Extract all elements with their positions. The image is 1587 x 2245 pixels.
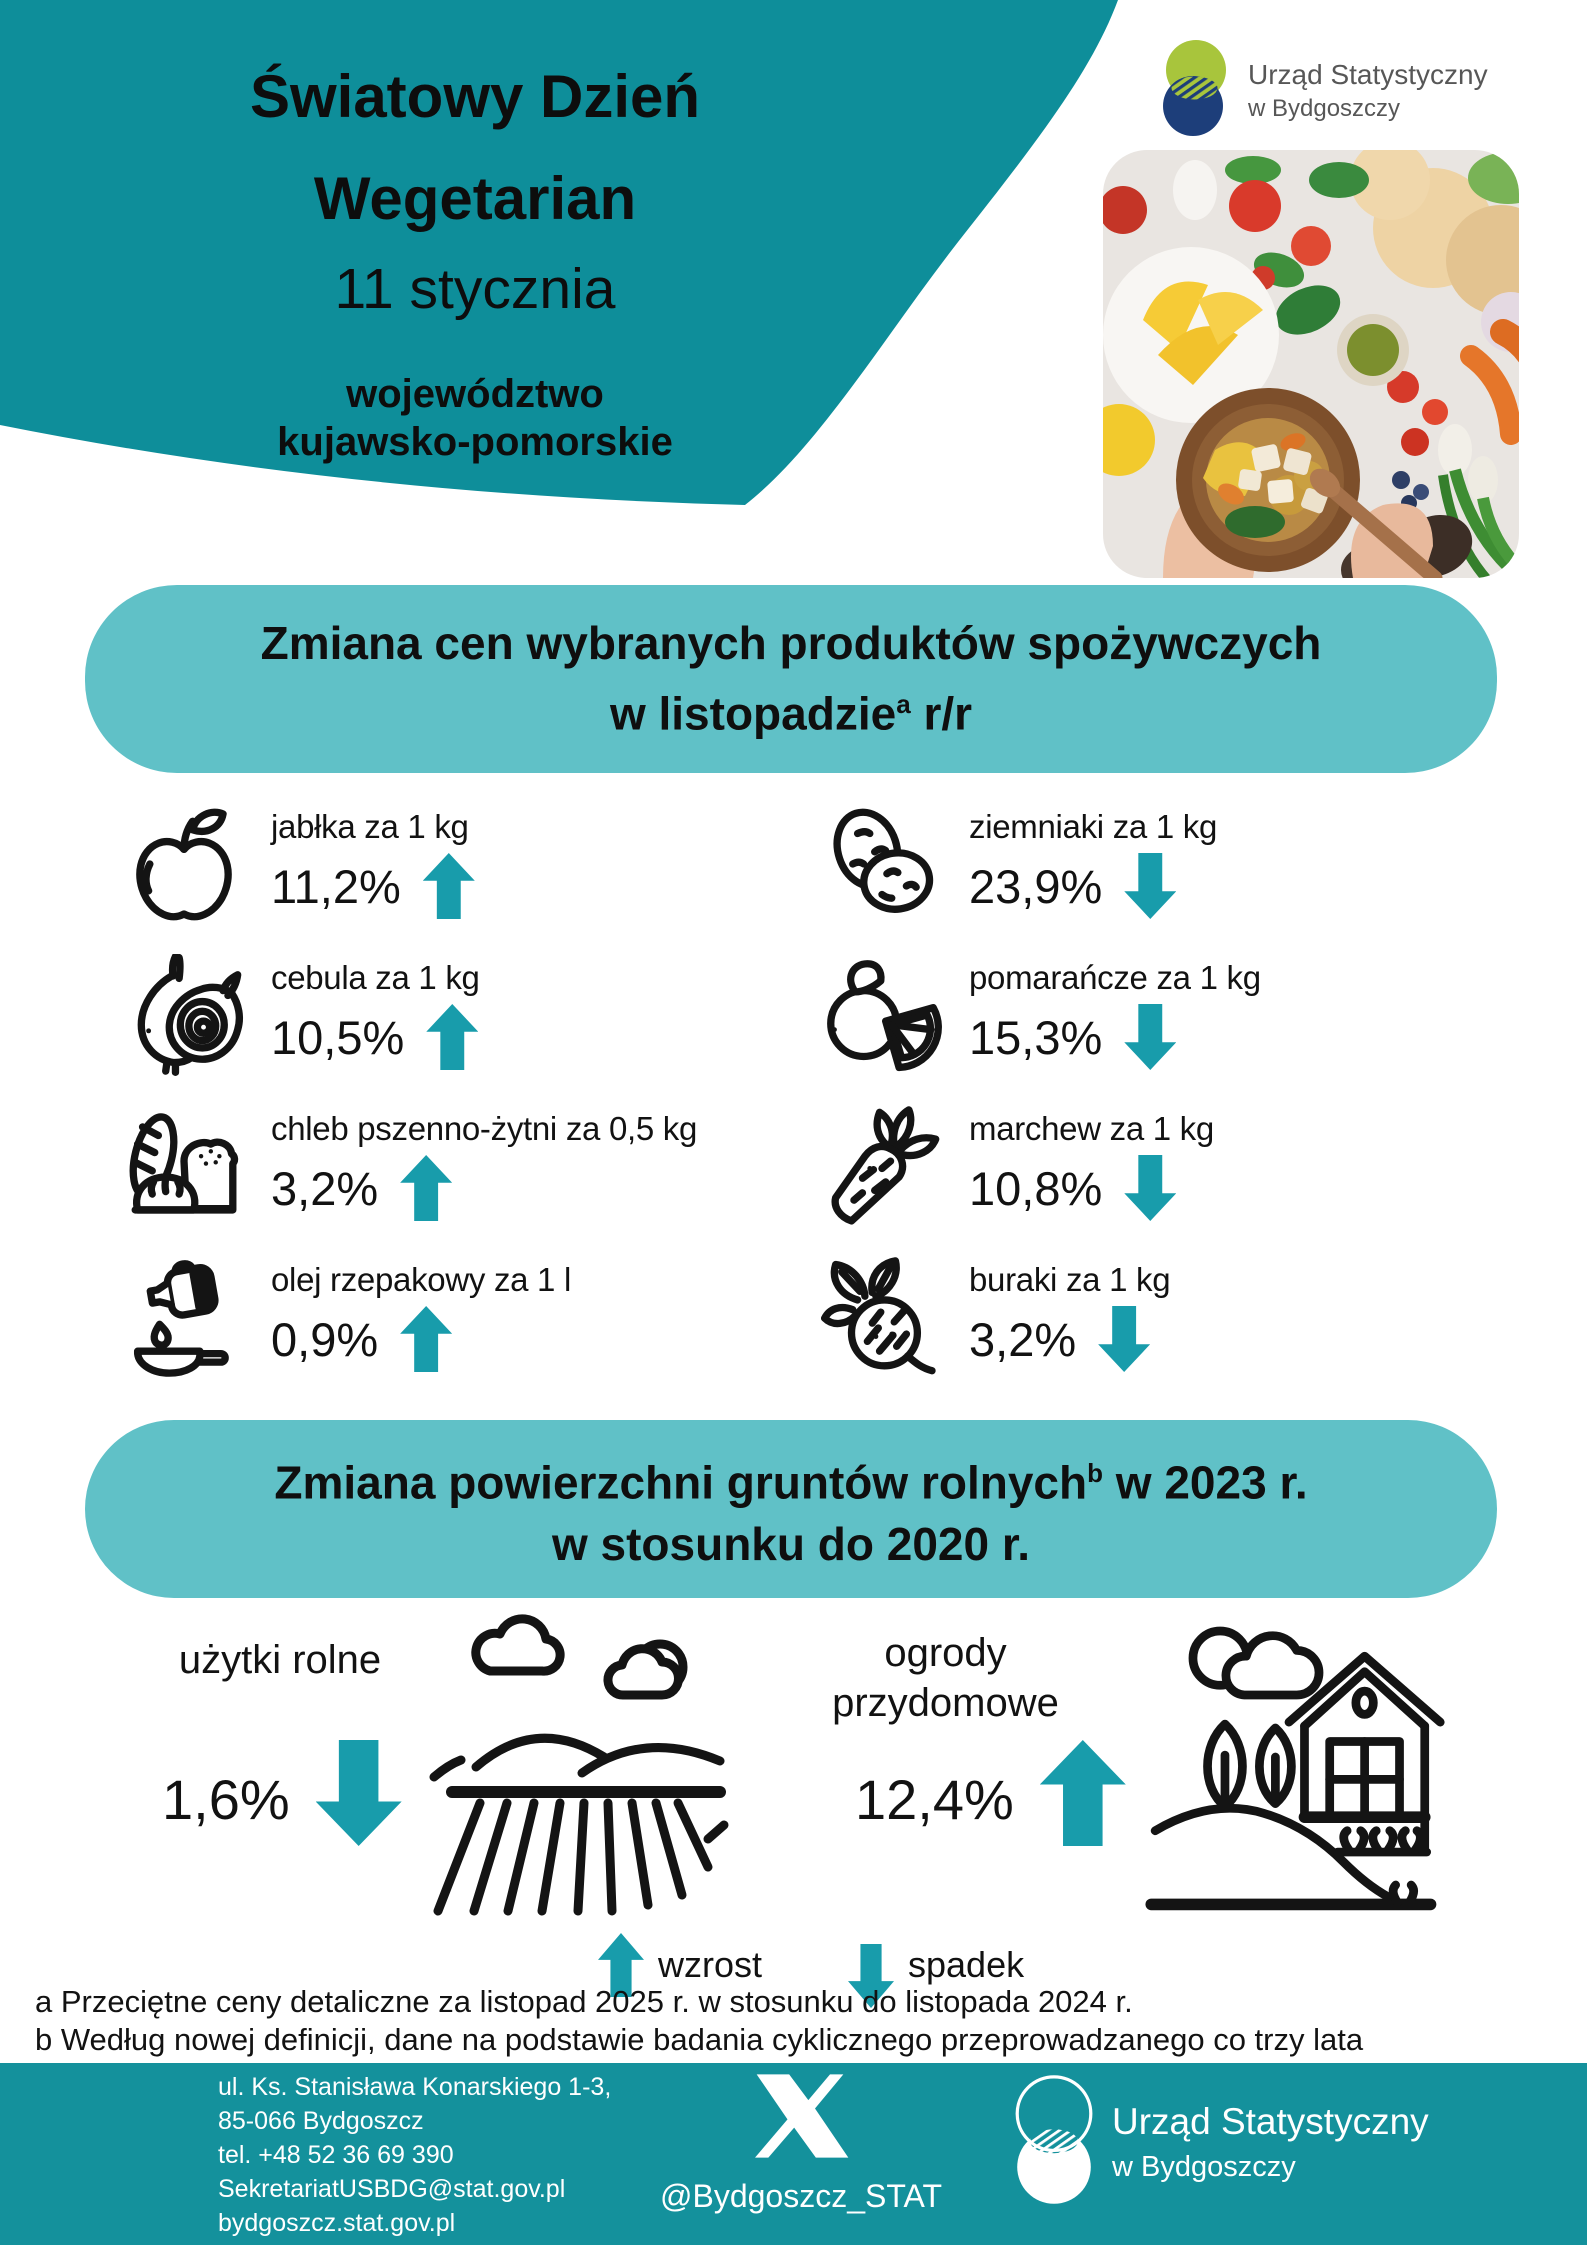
carrot-icon — [821, 1105, 943, 1227]
footer-org — [1112, 2101, 1429, 2184]
up-arrow-icon — [423, 853, 475, 919]
down-arrow-icon — [1098, 1306, 1150, 1372]
price-item-label: marchew za 1 kg — [969, 1110, 1214, 1147]
price-item-label: pomarańcze za 1 kg — [969, 959, 1261, 996]
footnote-marker-a: a — [896, 689, 911, 720]
prices-title-line1: Zmiana cen wybranych produktów spożywczych — [260, 617, 1322, 670]
price-item-label: jabłka za 1 kg — [271, 808, 469, 845]
down-arrow-icon — [1124, 1004, 1176, 1070]
price-item-label: buraki za 1 kg — [969, 1261, 1171, 1298]
address-phone: tel. +48 52 36 69 390 — [218, 2141, 454, 2169]
section-title-prices — [85, 585, 1497, 773]
footer-org-line2: w Bydgoszczy — [1112, 2151, 1296, 2183]
orange-icon — [821, 954, 943, 1076]
address-street: ul. Ks. Stanisława Konarskiego 1-3, — [218, 2073, 612, 2101]
up-arrow-icon — [400, 1155, 452, 1221]
price-item-value: 23,9% — [969, 859, 1103, 913]
price-item-apples — [113, 788, 791, 939]
land-item-value-row — [162, 1752, 402, 1846]
price-item-value: 3,2% — [271, 1161, 379, 1215]
land-title-line2: w stosunku do 2020 r. — [551, 1517, 1031, 1570]
region-line2: kujawsko-pomorskie — [277, 420, 673, 464]
price-item-potatoes — [791, 788, 1469, 939]
land-title-line1: Zmiana powierzchni gruntów rolnych$^b$ w 2023 r. — [274, 1456, 1308, 1509]
stat-office-logo — [1160, 40, 1580, 142]
down-arrow-icon — [1124, 1155, 1176, 1221]
down-arrow-icon — [316, 1740, 402, 1846]
address-website: bydgoszcz.stat.gov.pl — [218, 2209, 456, 2237]
oil-icon — [123, 1256, 245, 1378]
stat-office-logo-white — [1012, 2075, 1096, 2213]
footer-address — [218, 2070, 611, 2240]
page-date: 11 stycznia — [334, 257, 616, 321]
apple-icon — [123, 803, 245, 925]
price-item-oil — [113, 1241, 791, 1392]
price-item-oranges — [791, 939, 1469, 1090]
price-item-bread — [113, 1090, 791, 1241]
x-handle: @Bydgoszcz_STAT — [660, 2178, 943, 2214]
field-icon — [412, 1595, 742, 1925]
land-item-label: użytki rolne — [178, 1638, 382, 1682]
price-item-label: cebula za 1 kg — [271, 959, 480, 996]
logo-org-line1: Urząd Statystyczny — [1248, 59, 1488, 90]
price-item-value: 10,8% — [969, 1161, 1103, 1215]
land-item-label: ogrody przydomowe — [832, 1631, 1059, 1725]
food-photo — [1103, 150, 1519, 578]
up-arrow-icon — [1040, 1740, 1126, 1846]
land-item-value: 1,6% — [162, 1767, 290, 1831]
legend-up-label: wzrost — [658, 1944, 763, 1985]
region-line1: województwo — [346, 372, 604, 416]
bread-icon — [123, 1105, 245, 1227]
footer — [0, 2063, 1587, 2245]
up-arrow-icon — [426, 1004, 478, 1070]
price-item-value: 10,5% — [271, 1010, 405, 1064]
price-item-label: chleb pszenno-żytni za 0,5 kg — [271, 1110, 698, 1147]
page-title-line1: Światowy Dzień — [249, 63, 701, 130]
price-item-beets — [791, 1241, 1469, 1392]
price-item-onion — [113, 939, 791, 1090]
prices-title-line2: w listopadzie$^a$ r/r — [609, 687, 973, 740]
x-social-block — [660, 2069, 943, 2215]
price-item-label: ziemniaki za 1 kg — [969, 808, 1218, 845]
logo-hatch-lens — [1172, 77, 1218, 100]
onion-icon — [123, 954, 245, 1076]
garden-house-icon — [1128, 1598, 1448, 1918]
footnote-a: a Przeciętne ceny detaliczne za listopad 2025 r. w stosunku do listopada 2024 r. — [35, 1984, 1133, 2019]
potatoes-icon — [821, 803, 943, 925]
land-item-value: 12,4% — [855, 1767, 1014, 1831]
price-item-value: 0,9% — [271, 1312, 379, 1366]
footnote-marker-b: b — [1087, 1458, 1103, 1489]
section-title-land — [85, 1420, 1497, 1598]
beetroot-icon — [821, 1256, 943, 1378]
legend-down-label: spadek — [908, 1944, 1025, 1985]
address-email: SekretariatUSBDG@stat.gov.pl — [218, 2175, 566, 2203]
up-arrow-icon — [400, 1306, 452, 1372]
price-items-grid — [113, 788, 1483, 1392]
address-city: 85-066 Bydgoszcz — [218, 2107, 424, 2135]
price-item-value: 11,2% — [271, 859, 401, 913]
down-arrow-icon — [1124, 853, 1176, 919]
x-logo-icon — [750, 2069, 850, 2163]
price-item-label: olej rzepakowy za 1 l — [271, 1261, 572, 1298]
page-title-line2: Wegetarian — [313, 165, 637, 232]
logo-org-line2: w Bydgoszczy — [1248, 95, 1401, 122]
price-item-value: 15,3% — [969, 1010, 1103, 1064]
land-item-value-row — [855, 1752, 1126, 1846]
price-item-value: 3,2% — [969, 1312, 1077, 1366]
footer-org-line1: Urząd Statystyczny — [1112, 2101, 1429, 2142]
price-item-carrot — [791, 1090, 1469, 1241]
footnote-b: b Według nowej definicji, dane na podstawie badania cyklicznego przeprowadzanego co trzy lata — [35, 2022, 1364, 2057]
